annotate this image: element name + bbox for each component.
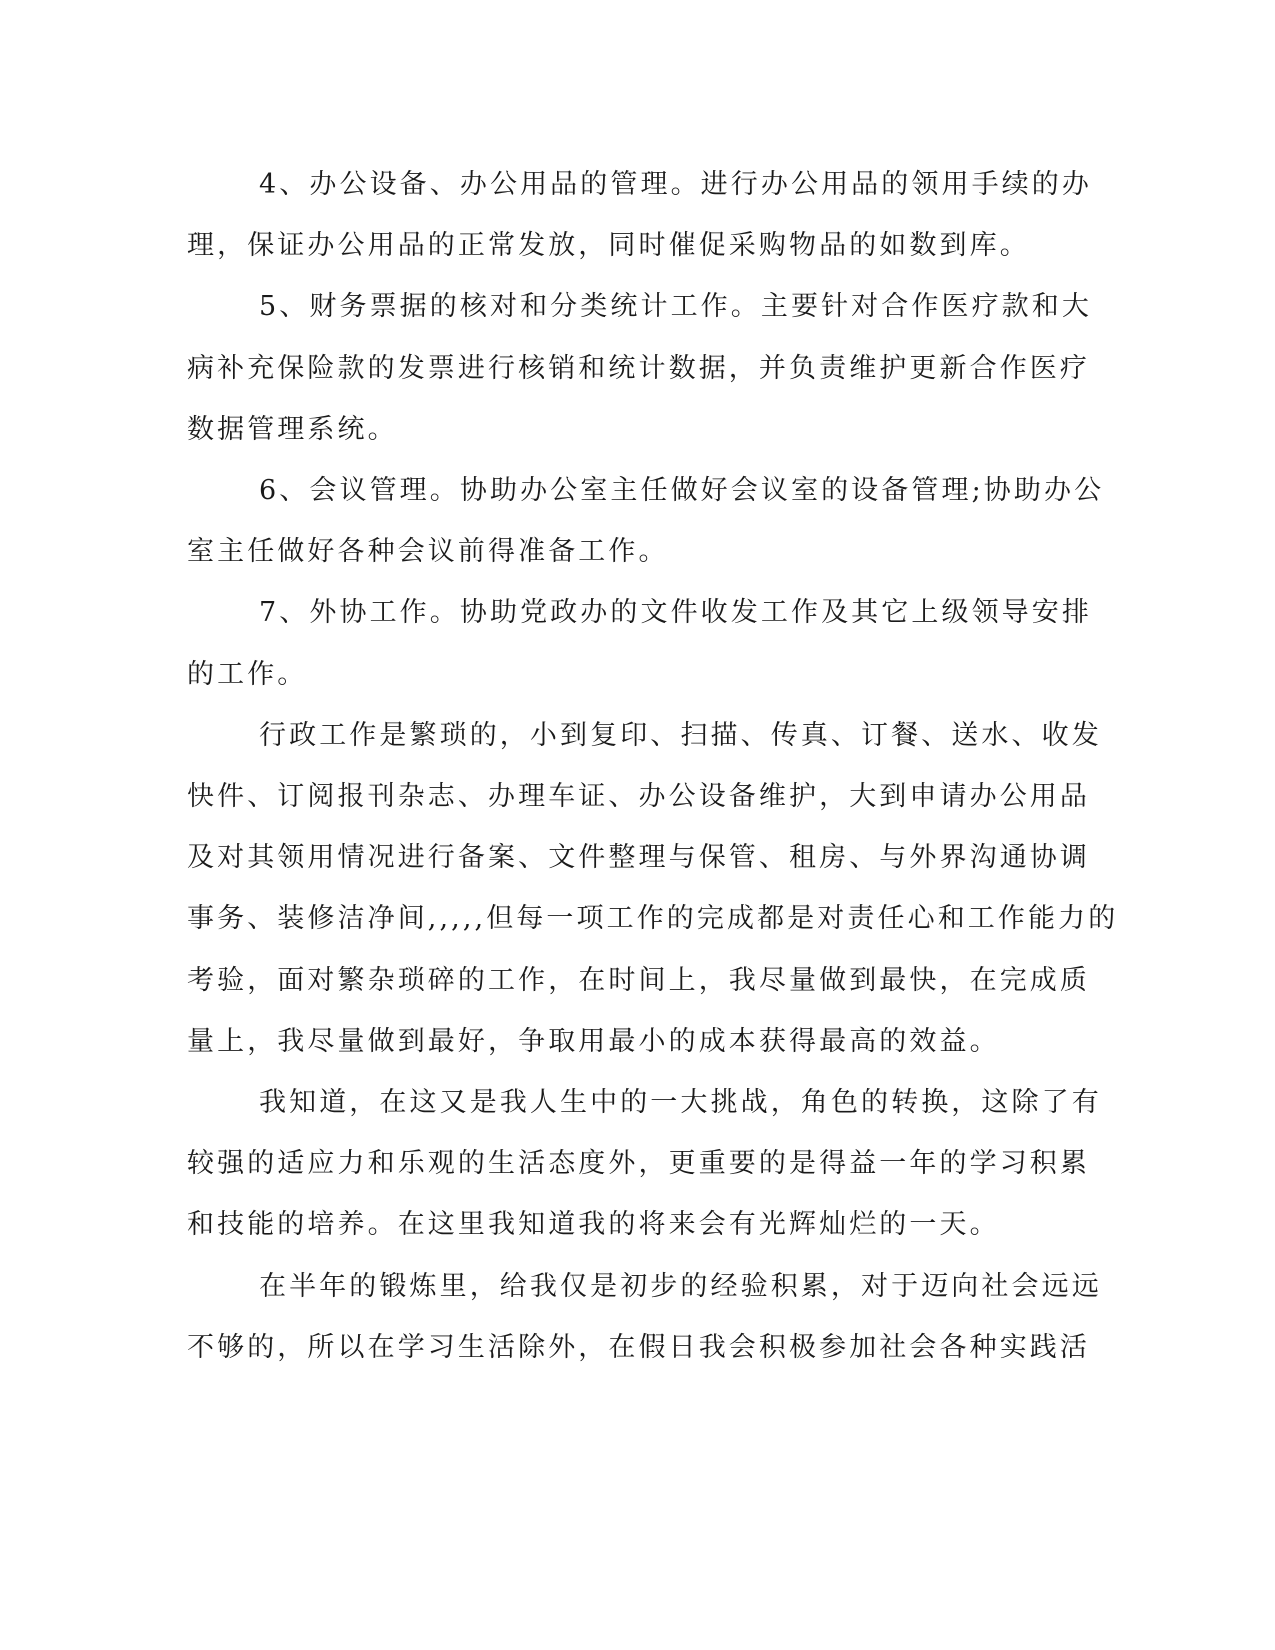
paragraph-item-7: [187, 582, 1092, 704]
paragraph-line: 理，保证办公用品的正常发放，同时催促采购物品的如数到库。: [187, 230, 1030, 262]
paragraph-line: 我知道，在这又是我人生中的一大挑战，角色的转换，这除了有: [259, 1087, 1102, 1119]
paragraph-line: 快件、订阅报刊杂志、办理车证、办公设备维护，大到申请办公用品: [187, 781, 1090, 813]
paragraph-line: 6、会议管理。协助办公室主任做好会议室的设备管理;协助办公: [259, 475, 1105, 507]
paragraph-line: 在半年的锻炼里，给我仅是初步的经验积累，对于迈向社会远远: [259, 1270, 1102, 1302]
paragraph-item-4: [187, 154, 1092, 276]
paragraph-line: 5、财务票据的核对和分类统计工作。主要针对合作医疗款和大: [259, 291, 1092, 323]
paragraph-line: 量上，我尽量做到最好，争取用最小的成本获得最高的效益。: [187, 1025, 1000, 1057]
paragraph-item-6: [187, 460, 1105, 582]
document-body: [187, 154, 1119, 1378]
paragraph-line: 的工作。: [187, 658, 308, 690]
paragraph-line: 和技能的培养。在这里我知道我的将来会有光辉灿烂的一天。: [187, 1209, 1000, 1241]
paragraph-line: 数据管理系统。: [187, 413, 398, 445]
paragraph-line: 病补充保险款的发票进行核销和统计数据，并负责维护更新合作医疗: [187, 352, 1090, 384]
paragraph-line: 及对其领用情况进行备案、文件整理与保管、租房、与外界沟通协调: [187, 842, 1090, 874]
paragraph-line: 事务、装修洁净间,,,,,但每一项工作的完成都是对责任心和工作能力的: [187, 903, 1119, 935]
paragraph-line: 考验，面对繁杂琐碎的工作，在时间上，我尽量做到最快，在完成质: [187, 964, 1090, 996]
paragraph-line: 4、办公设备、办公用品的管理。进行办公用品的领用手续的办: [259, 169, 1092, 200]
paragraph-line: 不够的，所以在学习生活除外，在假日我会积极参加社会各种实践活: [187, 1331, 1090, 1363]
paragraph-line: 室主任做好各种会议前得准备工作。: [187, 536, 669, 568]
paragraph-half-year: [187, 1256, 1102, 1378]
paragraph-challenge: [187, 1072, 1102, 1256]
paragraph-item-5: [187, 276, 1092, 460]
paragraph-admin-work: [187, 705, 1119, 1072]
paragraph-line: 较强的适应力和乐观的生活态度外，更重要的是得益一年的学习积累: [187, 1148, 1090, 1180]
paragraph-line: 行政工作是繁琐的，小到复印、扫描、传真、订餐、送水、收发: [259, 719, 1102, 751]
paragraph-line: 7、外协工作。协助党政办的文件收发工作及其它上级领导安排: [259, 597, 1092, 629]
